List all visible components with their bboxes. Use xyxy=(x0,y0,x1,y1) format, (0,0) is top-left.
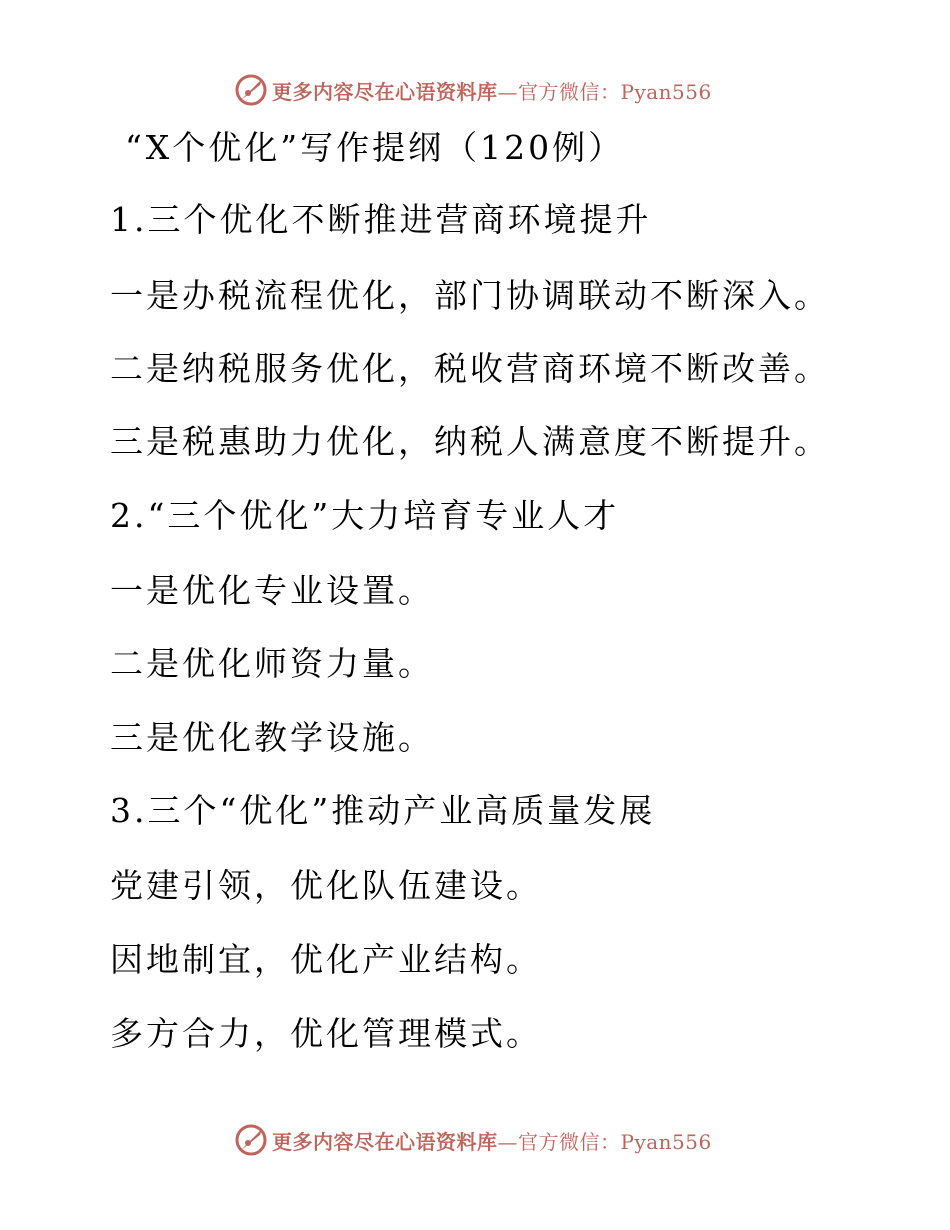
section-heading-3: 3.三个“优化”推动产业高质量发展 xyxy=(110,791,656,830)
body-line: 三是税惠助力优化，纳税人满意度不断提升。 xyxy=(110,422,830,461)
body-line: 二是优化师资力量。 xyxy=(110,644,434,683)
body-line: 多方合力，优化管理模式。 xyxy=(110,1014,542,1053)
body-line: 因地制宜，优化产业结构。 xyxy=(110,940,542,979)
watermark-text: 更多内容尽在心语资料库—官方微信：Pyan556 xyxy=(272,79,712,104)
body-line: 一是优化专业设置。 xyxy=(110,571,434,610)
body-line: 三是优化教学设施。 xyxy=(110,718,434,757)
pen-logo-icon xyxy=(234,73,268,107)
body-line: 一是办税流程优化，部门协调联动不断深入。 xyxy=(110,276,830,315)
pen-logo-icon xyxy=(234,1123,268,1157)
footer-watermark xyxy=(234,1120,712,1160)
document-title: “X个优化”写作提纲（120例） xyxy=(125,128,625,167)
header-watermark xyxy=(234,70,712,110)
body-line: 二是纳税服务优化，税收营商环境不断改善。 xyxy=(110,349,830,388)
section-heading-2: 2.“三个优化”大力培育专业人才 xyxy=(110,496,620,535)
watermark-text: 更多内容尽在心语资料库—官方微信：Pyan556 xyxy=(272,1129,712,1154)
section-heading-1: 1.三个优化不断推进营商环境提升 xyxy=(110,200,652,239)
body-line: 党建引领，优化队伍建设。 xyxy=(110,866,542,905)
